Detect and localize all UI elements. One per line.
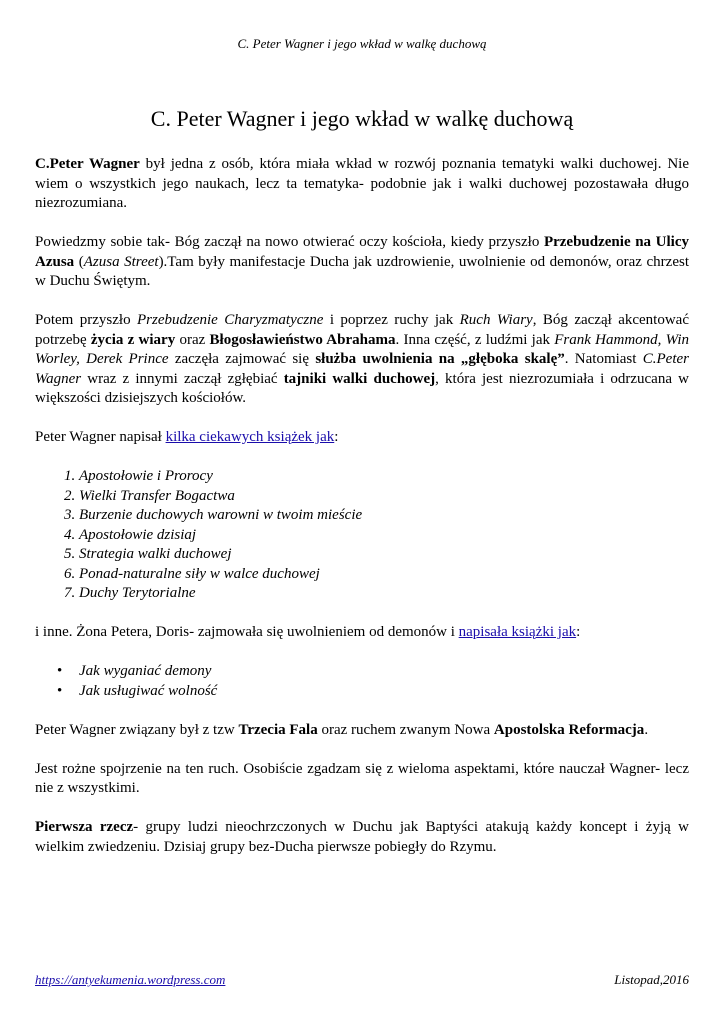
list-item xyxy=(57,682,689,702)
paragraph-1 xyxy=(35,155,689,214)
italic-text: Frank Hammond, Win Worley, Derek Prince xyxy=(35,331,689,367)
list-item: 7. Duchy Terytorialne xyxy=(79,584,689,604)
text: : xyxy=(334,429,339,445)
text: , Bóg zaczął akcentować potrzebę xyxy=(35,312,689,348)
list-item-label: Jak usługiwać wolność xyxy=(79,682,218,699)
text: . Natomiast xyxy=(564,351,643,367)
text: . xyxy=(644,721,649,738)
italic-text: C.Peter Wagner xyxy=(35,351,689,387)
text: Potem przyszło xyxy=(35,312,137,328)
text: był jedna z osób, która miała wkład w rozwój poznania tematyki walki duchowej. Nie wiem o wszystkich jego naukach, lecz ta tematyka- podobnie jak i walki duchowej pozostawała długo niezrozumiana. xyxy=(35,156,689,211)
list-item: 4. Apostołowie dzisiaj xyxy=(79,526,689,546)
bold-text: Błogosławieństwo Abrahama xyxy=(209,331,396,348)
list-item: 6. Ponad-naturalne siły w walce duchowej xyxy=(79,565,689,585)
document-title: C. Peter Wagner i jego wkład w walkę duchową xyxy=(150,106,574,131)
text: Peter Wagner związany był z tzw xyxy=(35,721,239,738)
paragraph-5 xyxy=(35,623,689,643)
text: , która jest niezrozumiała i odrzucana w większości dzisiejszych kościołów. xyxy=(35,370,689,406)
paragraph-2 xyxy=(35,233,689,292)
text: Peter Wagner napisał xyxy=(35,429,166,445)
text: ).Tam były manifestacje Ducha jak uzdrowienie, uwolnienie od demonów, oraz chrzest w Duchu Świętym. xyxy=(35,253,689,289)
doris-books-list xyxy=(35,662,689,701)
italic-text: Ruch Wiary xyxy=(459,312,533,328)
list-item: 3. Burzenie duchowych warowni w twoim mieście xyxy=(79,506,689,526)
text: Jest rożne spojrzenie na ten ruch. Osobiście zgadzam się z wieloma aspektami, które nauczał Wagner- lecz nie z wszystkimi. xyxy=(35,760,689,796)
bullet-icon: • xyxy=(57,682,63,699)
bold-text: Trzecia Fala xyxy=(238,721,318,738)
text: zaczęła zajmować się xyxy=(168,351,316,367)
text: oraz xyxy=(175,331,210,348)
document-body xyxy=(35,155,689,877)
bold-text: służba uwolnienia na „głęboka skalę” xyxy=(315,351,565,367)
bold-text: Pierwsza rzecz xyxy=(35,819,134,835)
paragraph-4 xyxy=(35,428,689,448)
paragraph-8 xyxy=(35,818,689,857)
text: Powiedzmy sobie tak- Bóg zaczął na nowo otwierać oczy kościoła, kiedy przyszło xyxy=(35,234,544,250)
text: ( xyxy=(74,253,84,270)
doris-books-link[interactable]: napisała książki jak xyxy=(458,624,577,640)
paragraph-7 xyxy=(35,760,689,799)
footer-url-link[interactable]: https://antyekumenia.wordpress.com xyxy=(35,972,226,987)
books-list xyxy=(35,467,689,604)
paragraph-6 xyxy=(35,721,689,741)
bold-text: życia z wiary xyxy=(90,331,176,348)
bold-text: tajniki walki duchowej xyxy=(283,370,436,387)
running-header: C. Peter Wagner i jego wkład w walkę duchową xyxy=(237,36,487,51)
paragraph-3 xyxy=(35,311,689,409)
footer-date: Listopad,2016 xyxy=(614,972,689,987)
italic-text: Azusa Street xyxy=(83,253,159,270)
text: i inne. Żona Petera, Doris- zajmowała się uwolnieniem od demonów i xyxy=(35,624,459,640)
page-footer xyxy=(35,972,689,988)
list-item-label: Jak wyganiać demony xyxy=(79,663,212,679)
books-link[interactable]: kilka ciekawych książek jak xyxy=(165,429,335,445)
italic-text: Przebudzenie Charyzmatyczne xyxy=(137,312,324,328)
list-item: 2. Wielki Transfer Bogactwa xyxy=(79,487,689,507)
text: : xyxy=(576,624,581,640)
bullet-icon: • xyxy=(57,663,63,679)
text: i poprzez ruchy jak xyxy=(323,312,460,328)
text: - grupy ludzi nieochrzczonych w Duchu jak Baptyści atakują każdy koncept i żyją w wielkim zwiedzeniu. Dzisiaj grupy bez-Ducha pierwsze pobiegły do Rzymu. xyxy=(35,819,689,855)
list-item: 5. Strategia walki duchowej xyxy=(79,545,689,565)
text: . Inna część, z ludźmi jak xyxy=(395,331,555,348)
bold-text: Apostolska Reformacja xyxy=(493,721,645,738)
text: wraz z innymi zaczął zgłębiać xyxy=(81,370,284,387)
bold-text: C.Peter Wagner xyxy=(35,156,140,172)
list-item xyxy=(57,662,689,682)
list-item: 1. Apostołowie i Prorocy xyxy=(79,467,689,487)
text: oraz ruchem zwanym Nowa xyxy=(317,721,494,738)
bold-text: Przebudzenie na Ulicy Azusa xyxy=(35,234,689,270)
